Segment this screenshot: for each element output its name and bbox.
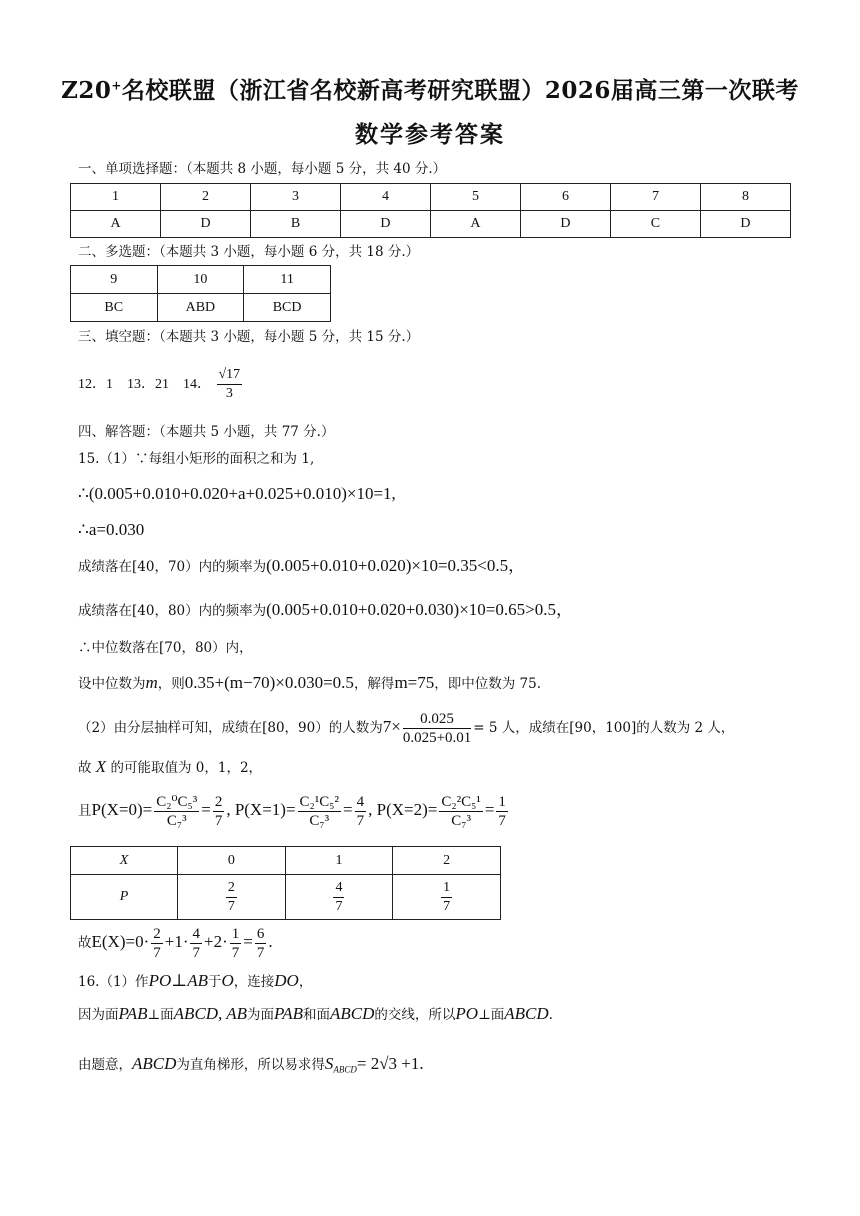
fraction — [441, 879, 452, 916]
table-cell: BCD — [244, 294, 331, 322]
fraction-denominator: C₇³ — [166, 812, 187, 829]
q15-line3: ∴a=0.030 — [78, 520, 145, 539]
text-span: 故 — [78, 935, 92, 951]
math-span: ABCD, AB — [173, 1004, 248, 1023]
median-result: m=75 — [394, 673, 435, 692]
text-span: 故 — [78, 760, 92, 776]
math-span: S — [324, 1054, 334, 1073]
text-span: = — [484, 800, 495, 819]
text-span: P(X=0)= — [91, 800, 153, 819]
math-span: O — [221, 971, 234, 990]
q15-line4 — [78, 556, 525, 577]
section1-heading: 一、单项选择题：（本题共 8 小题，每小题 5 分，共 40 分.） — [78, 161, 447, 177]
text-span: = 5 人，成绩在[90，100]的人数为 2 人， — [473, 720, 735, 736]
q15-line2: ∴(0.005+0.010+0.020+a+0.025+0.010)×10=1, — [78, 484, 396, 503]
table-cell: 0 — [178, 847, 286, 875]
table-cell: 10 — [157, 266, 244, 294]
table-cell: 2 — [161, 184, 251, 211]
fraction — [154, 793, 199, 830]
section3-heading: 三、填空题：（本题共 3 小题，每小题 5 分，共 15 分.） — [78, 329, 420, 345]
table-cell: 2 — [393, 847, 501, 875]
text-span: ⊥面 — [478, 1007, 505, 1023]
fraction-numerator: 1 — [231, 925, 240, 942]
fraction — [298, 793, 341, 830]
fraction-numerator: 2 — [153, 925, 161, 942]
single-choice-answer-table — [70, 183, 791, 238]
table-cell: 1 — [285, 847, 393, 875]
text-span: 的交线，所以 — [374, 1007, 456, 1023]
text-span: ，即中位数为 75. — [434, 676, 542, 692]
fraction-denominator: 7 — [153, 944, 161, 961]
text-span: 16.（1）作 — [78, 974, 149, 990]
table-cell: 5 — [430, 184, 520, 211]
fraction-denominator: 7 — [498, 812, 506, 829]
multi-choice-answer-table — [70, 265, 331, 322]
section4-heading: 四、解答题：（本题共 5 小题，共 77 分.） — [78, 424, 335, 440]
table-cell: 8 — [700, 184, 790, 211]
fraction — [496, 793, 508, 830]
fraction-denominator: 7 — [443, 898, 451, 914]
q15-line4-math: (0.005+0.010+0.020)×10=0.35<0.5， — [266, 556, 526, 575]
q15-probabilities — [78, 790, 510, 831]
fill-in-answers — [78, 363, 244, 407]
q15-expectation — [78, 922, 273, 963]
fraction-denominator: 7 — [231, 944, 240, 961]
var-x: X — [95, 757, 107, 776]
fraction-denominator: 7 — [356, 812, 365, 829]
area-result: = 2√3 +1. — [356, 1054, 424, 1073]
text-span: 且 — [78, 803, 92, 819]
fraction — [439, 793, 482, 830]
fraction — [230, 925, 242, 962]
table-cell — [71, 847, 178, 875]
table-row — [71, 875, 501, 920]
math-span: ABCD — [504, 1004, 549, 1023]
fraction — [213, 793, 225, 830]
fraction-numerator: C₂⁰C₅³ — [156, 793, 198, 810]
fraction-denominator: 3 — [225, 386, 233, 402]
subscript: ABCD — [333, 1064, 357, 1075]
text-span: +1· — [164, 932, 189, 951]
table-cell: C — [610, 211, 700, 238]
q15-line5 — [78, 600, 573, 621]
math-span: DO — [274, 971, 299, 990]
fraction-numerator: 4 — [356, 793, 365, 810]
fraction-numerator: 1 — [498, 793, 506, 810]
math-span: PAB — [118, 1004, 148, 1023]
fraction — [255, 925, 267, 962]
fraction-denominator: 7 — [192, 944, 200, 961]
q15-line4-text: 成绩落在[40，70）内的频率为 — [78, 559, 267, 575]
fraction — [355, 793, 367, 830]
q16-line1 — [78, 971, 312, 992]
q15-line8 — [78, 707, 734, 748]
text-span: , P(X=1)= — [226, 800, 296, 819]
text-span: . — [268, 932, 273, 951]
table-row — [71, 294, 331, 322]
text-span: ，解得 — [353, 676, 395, 692]
q15-line6: ∴中位数落在[70，80）内， — [78, 640, 253, 656]
text-span: = — [201, 800, 211, 819]
table-row — [71, 266, 331, 294]
table-cell: D — [340, 211, 430, 238]
text-span: 因为面 — [78, 1007, 119, 1023]
table-cell — [71, 875, 178, 920]
table-row — [71, 211, 791, 238]
fraction-denominator: 7 — [335, 898, 343, 914]
text-span: . — [548, 1007, 553, 1023]
title-superscript: + — [111, 78, 122, 93]
text-span: E(X)=0· — [91, 932, 150, 951]
table-cell: ABD — [157, 294, 244, 322]
document-subtitle: 数学参考答案 — [355, 121, 505, 148]
fraction — [333, 879, 344, 916]
table-cell: D — [520, 211, 610, 238]
fraction-numerator: 6 — [256, 925, 265, 942]
text-span: 设中位数为 — [78, 676, 146, 692]
table-cell: 3 — [251, 184, 341, 211]
answer-14-fraction — [217, 366, 243, 403]
table-cell: A — [71, 211, 161, 238]
table-cell: D — [700, 211, 790, 238]
median-equation: 0.35+(m−70)×0.030=0.5 — [184, 673, 354, 692]
math-span: PO — [455, 1004, 479, 1023]
q15-line5-text: 成绩落在[40，80）内的频率为 — [78, 603, 267, 619]
table-cell: 6 — [520, 184, 610, 211]
table-cell: 9 — [71, 266, 158, 294]
fraction-numerator: 2 — [226, 879, 237, 898]
text-span: ，则 — [157, 676, 185, 692]
text-span: ， — [298, 974, 313, 990]
var-m: m — [145, 673, 158, 692]
fraction-numerator: 0.025 — [403, 710, 471, 729]
text-span: = — [243, 932, 253, 951]
fraction-denominator: 0.025+0.01 — [402, 730, 472, 746]
text-span: 和面 — [303, 1007, 330, 1023]
table-cell: BC — [71, 294, 158, 322]
q16-line3 — [78, 1054, 424, 1080]
q15-line7 — [78, 673, 541, 694]
answer-14-label: 14． — [183, 377, 211, 392]
fraction-numerator: C₂²C₅¹ — [441, 793, 481, 810]
q15-line5-math: (0.005+0.010+0.020+0.030)×10=0.65>0.5， — [266, 600, 573, 619]
fraction — [403, 710, 471, 747]
table-cell — [393, 875, 501, 920]
table-cell: 11 — [244, 266, 331, 294]
text-span: +2· — [203, 932, 228, 951]
text-span: 为面 — [247, 1007, 275, 1023]
table-cell — [178, 875, 286, 920]
q15-line9 — [78, 757, 262, 778]
document-title — [0, 72, 860, 105]
row-header-x: X — [119, 852, 129, 868]
fraction — [151, 925, 163, 962]
fraction — [226, 879, 237, 916]
text-span: 7× — [382, 717, 401, 736]
text-span: 于 — [207, 974, 222, 990]
table-cell: 4 — [340, 184, 430, 211]
math-span: ABCD — [330, 1004, 375, 1023]
fraction-numerator: 2 — [214, 793, 223, 810]
text-span: （2）由分层抽样可知，成绩在[80，90）的人数为 — [78, 720, 383, 736]
table-cell: 1 — [71, 184, 161, 211]
fraction-denominator: C₇³ — [451, 812, 471, 829]
math-span: PO⊥AB — [148, 971, 208, 990]
table-row — [71, 184, 791, 211]
q16-line2 — [78, 1004, 553, 1025]
fraction-denominator: 7 — [256, 944, 265, 961]
table-cell: D — [161, 211, 251, 238]
table-row — [71, 847, 501, 875]
fraction-numerator: 1 — [441, 879, 452, 898]
text-span: 为直角梯形，所以易求得 — [176, 1057, 325, 1073]
fraction — [190, 925, 202, 962]
table-cell — [285, 875, 393, 920]
table-cell: 7 — [610, 184, 700, 211]
table-cell: A — [430, 211, 520, 238]
title-prefix: Z20 — [61, 77, 112, 104]
q15-line1: 15.（1）∵每组小矩形的面积之和为 1, — [78, 451, 315, 467]
fraction-numerator: √17 — [217, 366, 243, 385]
distribution-table — [70, 846, 501, 920]
table-cell: B — [251, 211, 341, 238]
row-header-p: P — [119, 889, 129, 904]
fraction-denominator: C₇³ — [309, 812, 330, 829]
answer-13: 13．21 — [127, 377, 169, 392]
text-span: = — [343, 800, 353, 819]
fraction-denominator: 7 — [227, 898, 235, 914]
text-span: 的可能取值为 0，1，2， — [110, 760, 263, 776]
fraction-denominator: 7 — [214, 812, 223, 829]
title-main: 名校联盟（浙江省名校新高考研究联盟）2026届高三第一次联考 — [121, 77, 799, 104]
text-span: ，连接 — [233, 974, 275, 990]
math-span: ABCD — [132, 1054, 177, 1073]
answer-12: 12．1 — [78, 377, 113, 392]
text-span: ⊥面 — [147, 1007, 174, 1023]
text-span: 由题意， — [78, 1057, 132, 1073]
text-span: , P(X=2)= — [368, 800, 438, 819]
fraction-numerator: C₂¹C₅² — [299, 793, 340, 810]
fraction-numerator: 4 — [192, 925, 200, 942]
section2-heading: 二、多选题：（本题共 3 小题，每小题 6 分，共 18 分.） — [78, 244, 420, 260]
fraction-numerator: 4 — [333, 879, 344, 898]
math-span: PAB — [274, 1004, 303, 1023]
